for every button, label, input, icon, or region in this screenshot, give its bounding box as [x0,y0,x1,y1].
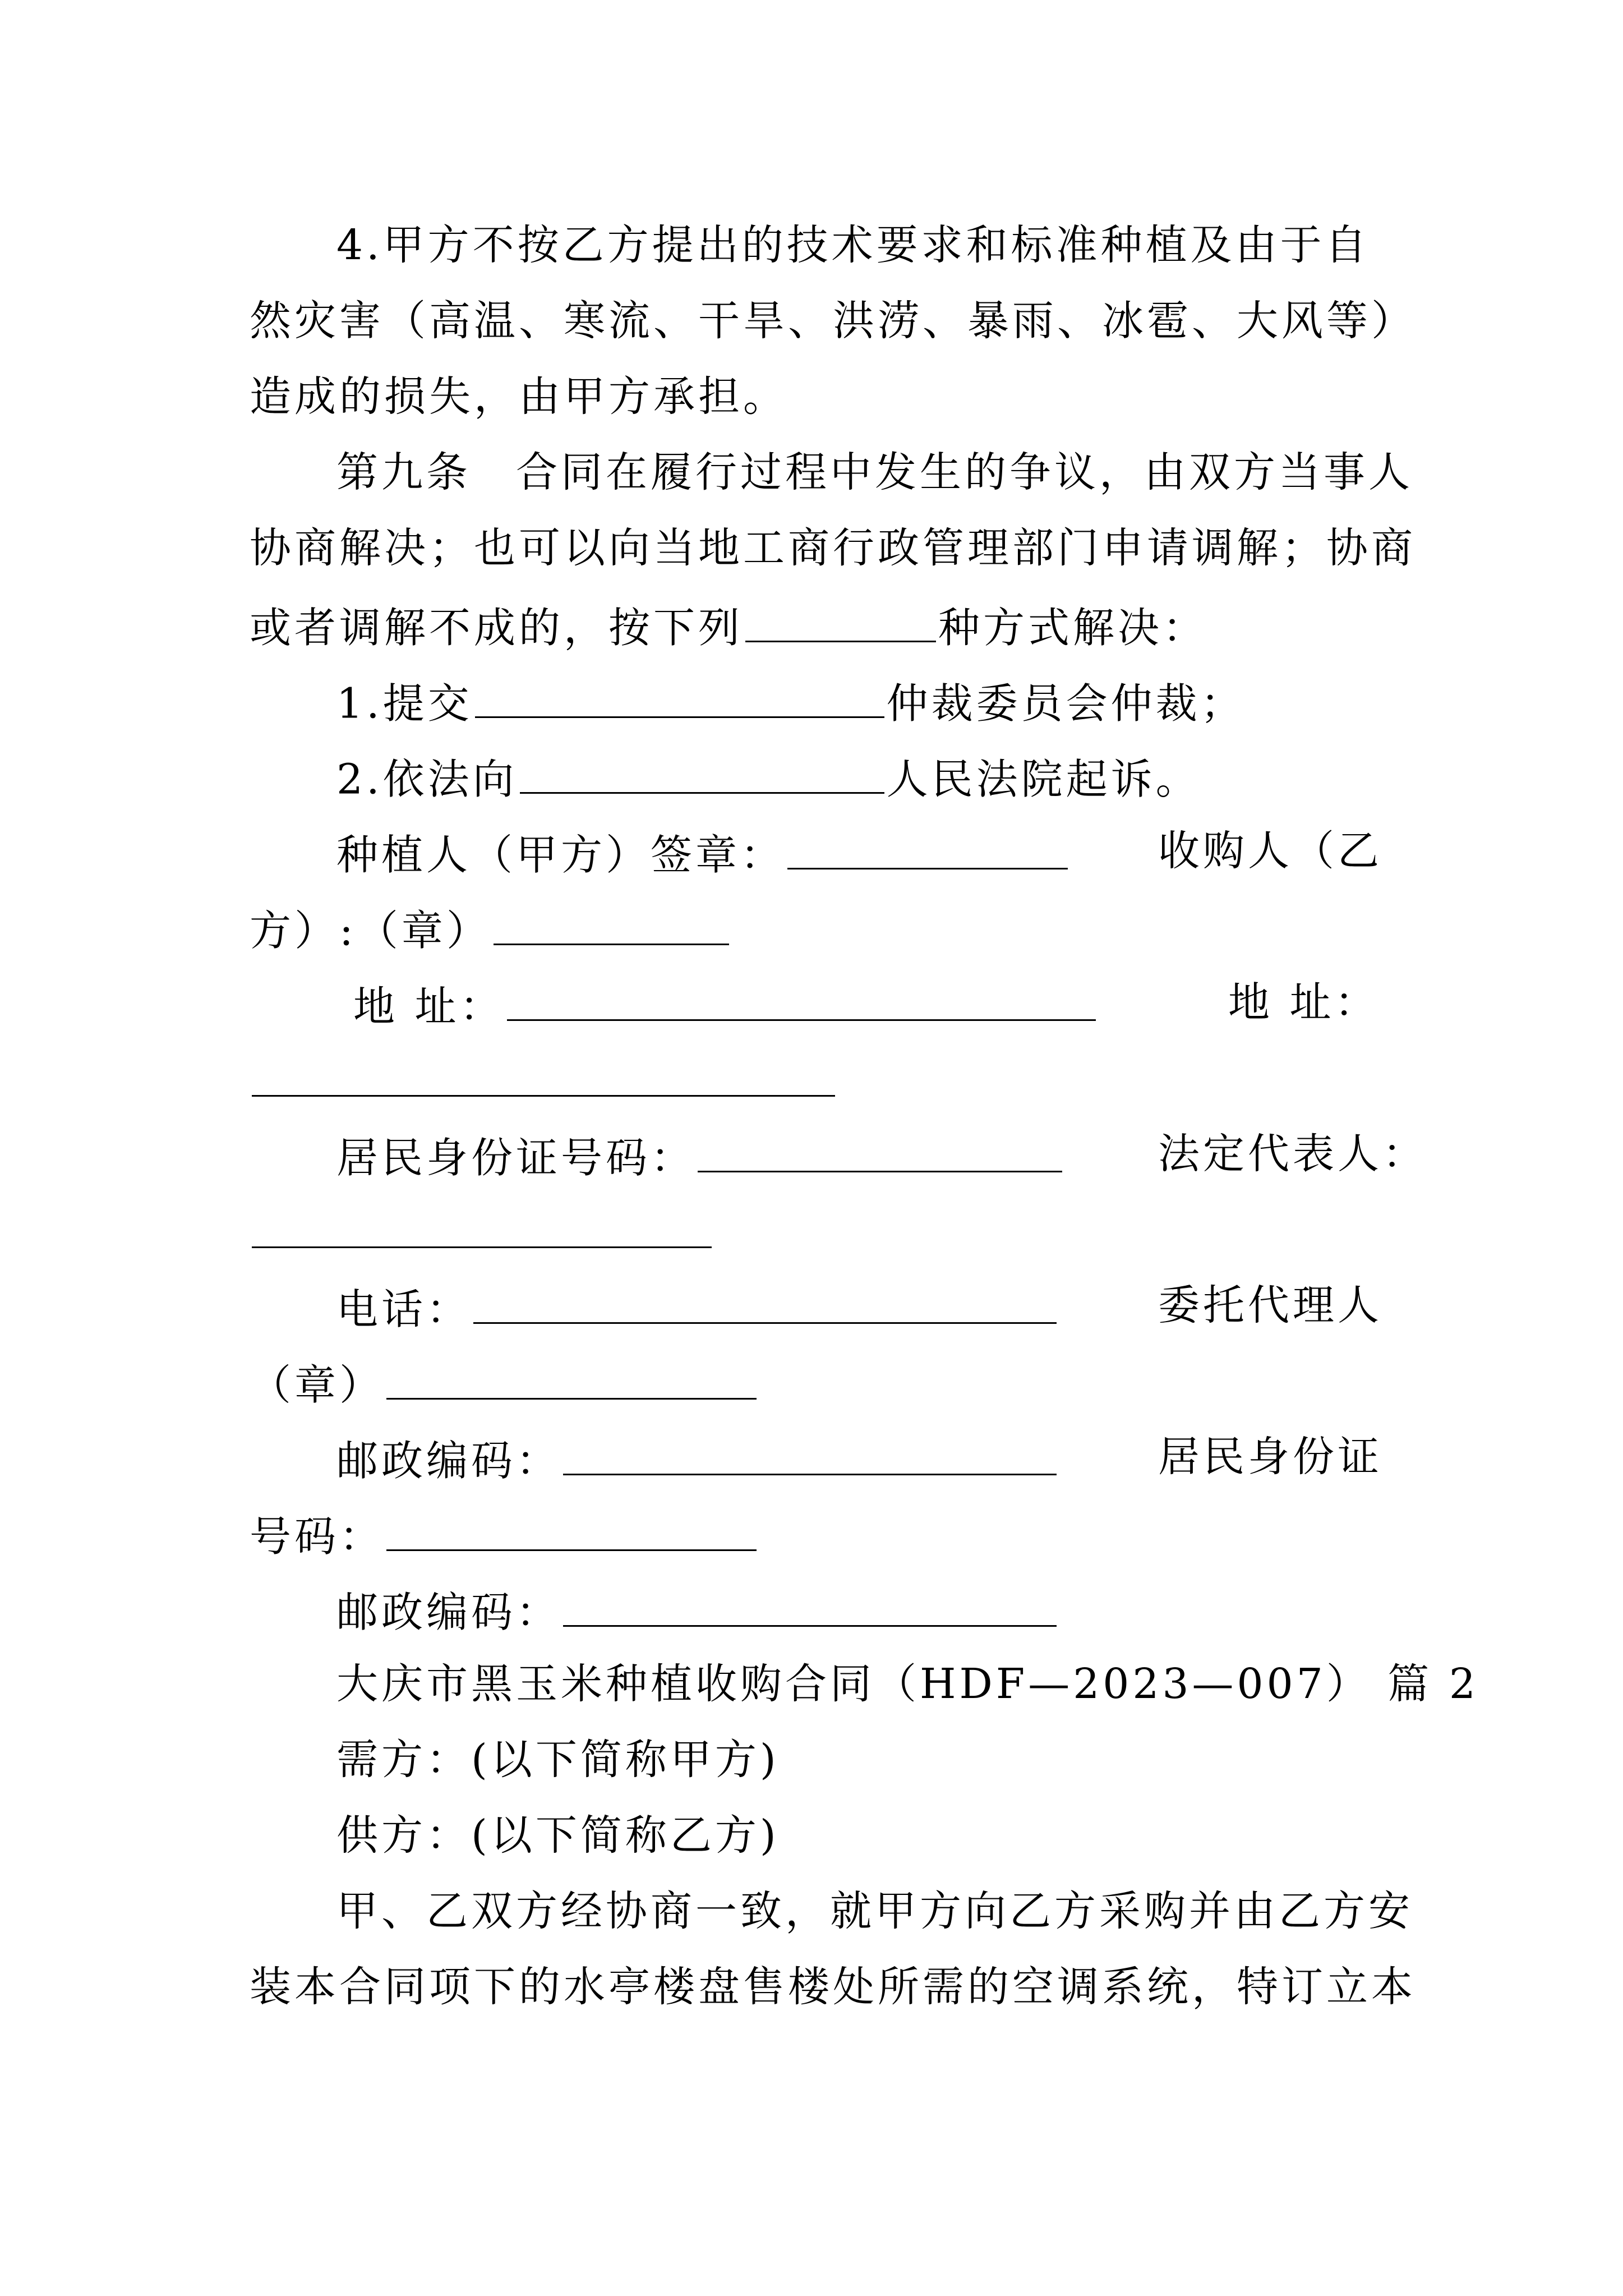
paragraph-line: 甲、乙双方经协商一致，就甲方向乙方采购并由乙方安 [336,1887,1413,1935]
signature-line [250,1057,1394,1099]
label: 方）:（章） [250,907,491,955]
text-segment: 种方式解决： [938,604,1207,652]
fill-blank [698,1133,1062,1172]
paragraph-line [250,603,1394,652]
label: （章） [250,1361,384,1410]
label: 电话： [336,1285,471,1334]
text-segment: 人民法院起诉。 [886,755,1201,804]
signature-line [250,1209,1394,1250]
signature-line [250,906,1394,955]
party-line: 需方：(以下简称甲方) [336,1736,780,1784]
signature-line [250,1360,1394,1410]
label: 地 址： [353,982,505,1031]
text-segment: 2.依法向 [336,755,518,804]
text-segment: 或者调解不成的，按下列 [250,604,743,652]
fill-blank [252,1209,712,1248]
label: 种植人（甲方）签章： [336,831,785,880]
paragraph-line: 第九条 合同在履行过程中发生的争议，由双方当事人 [336,448,1413,496]
fill-blank [563,1436,1057,1475]
label: 号码： [250,1512,384,1561]
fill-blank [494,906,729,945]
fill-blank [252,1057,835,1097]
signature-line [250,1512,1394,1561]
fill-blank [745,603,936,642]
fill-blank [507,982,1096,1021]
signature-line [336,1588,1481,1637]
label: 邮政编码： [336,1437,561,1485]
signature-line: 委托代理人 [1158,1281,1382,1329]
fill-blank [520,754,884,794]
text-segment: 1.提交 [336,679,473,728]
signature-line: 居民身份证 [1158,1433,1382,1481]
party-line: 供方：(以下简称乙方) [336,1811,780,1860]
paragraph-line [336,679,1481,728]
paragraph-line: 装本合同项下的水亭楼盘售楼处所需的空调系统，特订立本 [250,1963,1416,2011]
paragraph-line: 协商解决；也可以向当地工商行政管理部门申请调解；协商 [250,524,1416,572]
text-segment: 仲裁委员会仲裁； [886,679,1246,728]
paragraph-line: 然灾害（高温、寒流、干旱、洪涝、暴雨、冰雹、大风等） [250,297,1416,345]
label: 居民身份证号码： [336,1134,695,1182]
label: 邮政编码： [336,1588,561,1637]
fill-blank [475,679,884,718]
signature-line: 法定代表人： [1158,1130,1427,1178]
paragraph-line [336,754,1481,804]
section-title: 大庆市黑玉米种植收购合同（HDF—2023—007） 篇 2 [336,1660,1479,1708]
fill-blank [563,1588,1057,1627]
fill-blank [787,830,1068,869]
fill-blank [386,1512,757,1551]
fill-blank [473,1285,1057,1324]
fill-blank [386,1360,757,1400]
paragraph-line: 造成的损失，由甲方承担。 [250,372,788,421]
signature-line: 收购人（乙 [1158,827,1382,875]
paragraph-line: 4.甲方不按乙方提出的技术要求和标准种植及由于自 [336,221,1370,269]
signature-line: 地 址： [1228,978,1380,1027]
